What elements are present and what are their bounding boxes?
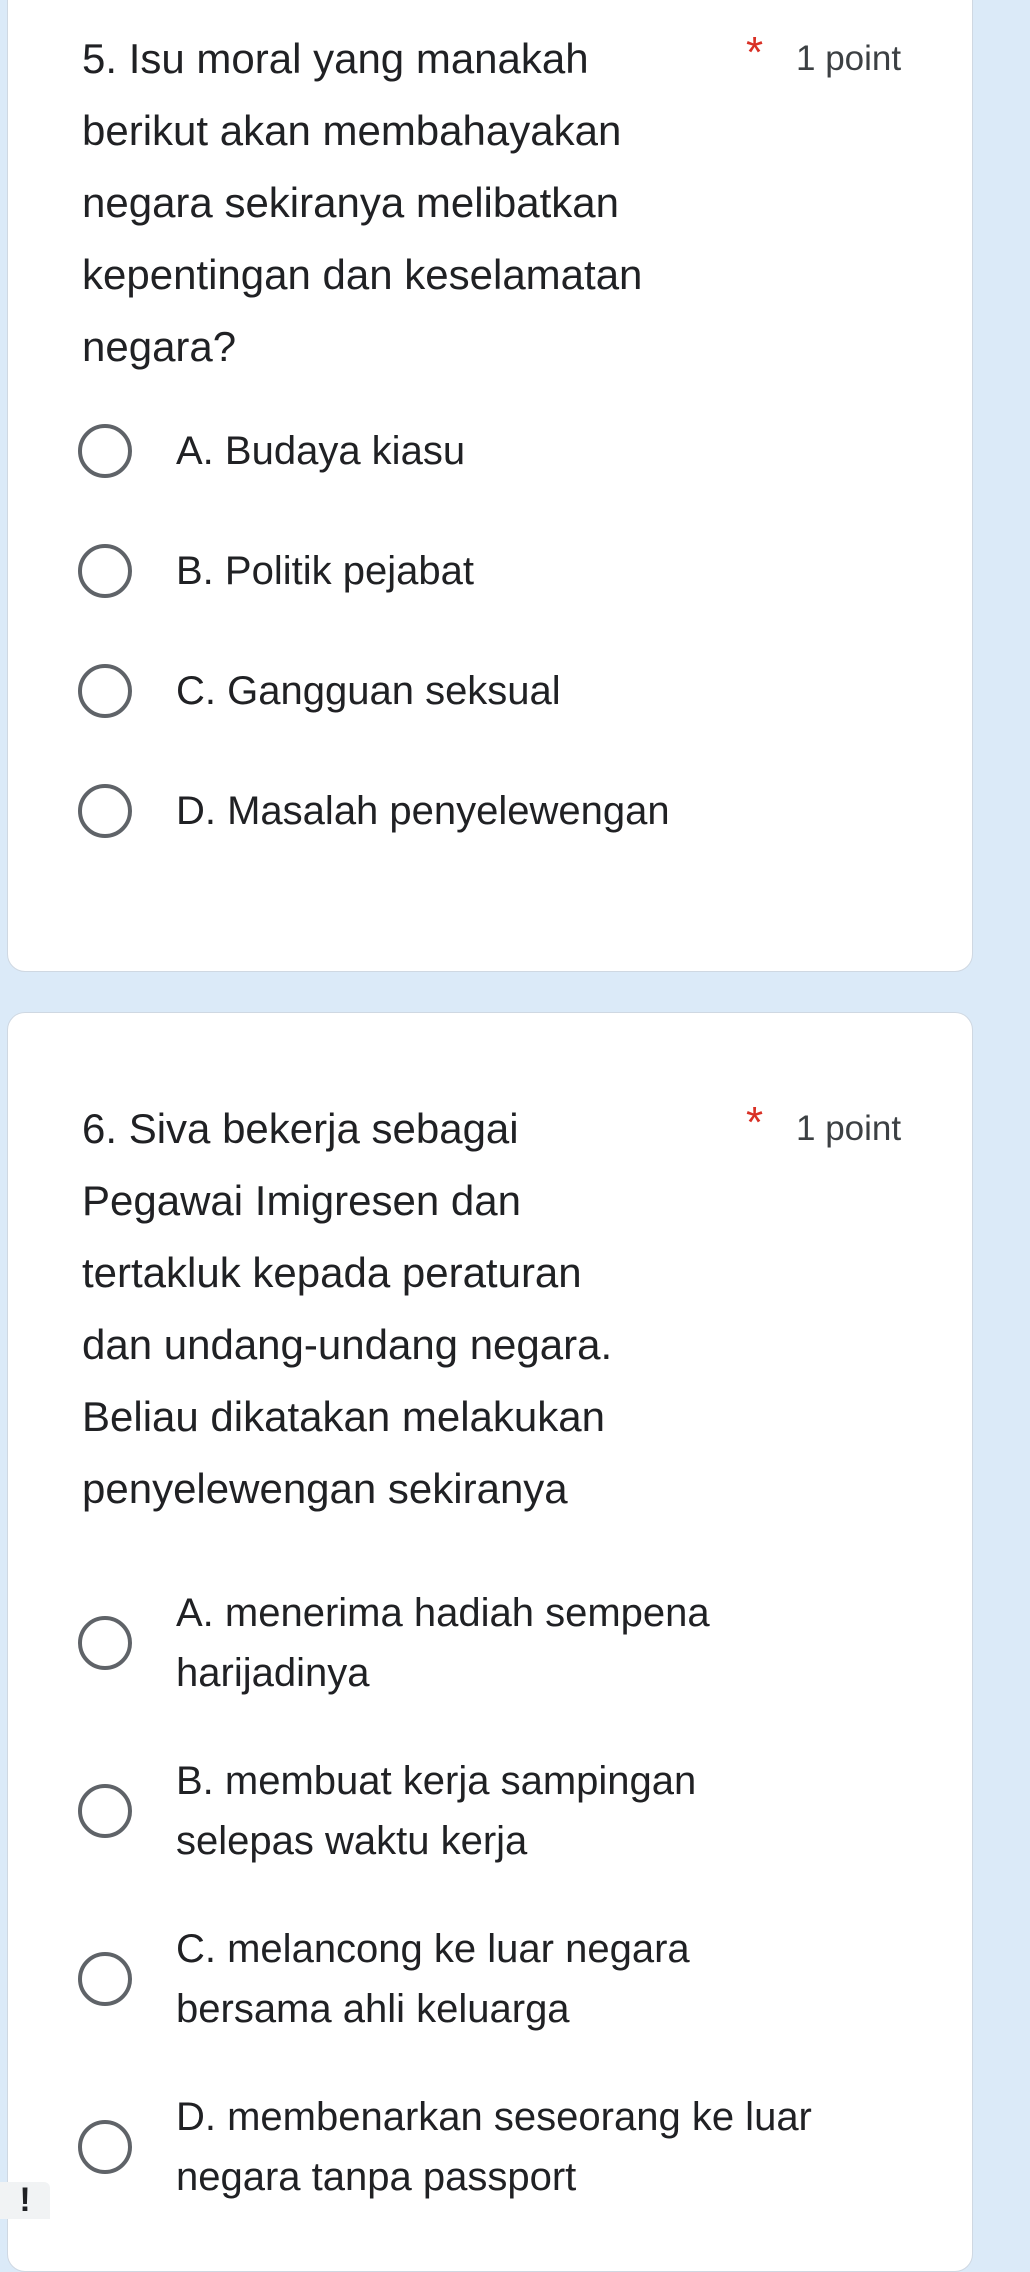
option-label: C. melancong ke luar negara bersama ahli keluarga (176, 1927, 690, 2031)
report-badge[interactable]: ! (0, 2182, 50, 2219)
option-label: B. membuat kerja sampingan selepas waktu kerja (176, 1759, 697, 1863)
radio-button[interactable] (78, 1952, 132, 2006)
option-label: A. menerima hadiah sempena harijadinya (176, 1591, 710, 1695)
points-label: 1 point (796, 1109, 902, 1148)
option-a[interactable] (78, 421, 465, 481)
option-label: D. Masalah penyelewengan (176, 789, 670, 833)
required-asterisk: * (746, 1098, 764, 1147)
radio-button[interactable] (78, 544, 132, 598)
question-header (82, 23, 972, 383)
option-label: A. Budaya kiasu (176, 429, 466, 473)
option-d[interactable] (78, 2087, 812, 2207)
radio-button[interactable] (78, 2120, 132, 2174)
question-text: 5. Isu moral yang manakah berikut akan membahayakan negara sekiranya melibatkan kepentingan dan keselamatan negara? (82, 35, 643, 370)
question-card-6 (7, 1012, 973, 2272)
question-header (82, 1093, 972, 1525)
option-b[interactable] (78, 1751, 696, 1871)
option-b[interactable] (78, 541, 474, 601)
option-c[interactable] (78, 661, 561, 721)
radio-button[interactable] (78, 1784, 132, 1838)
option-d[interactable] (78, 781, 670, 841)
question-card-5 (7, 0, 973, 972)
radio-button[interactable] (78, 1616, 132, 1670)
option-a[interactable] (78, 1583, 710, 1703)
question-text: 6. Siva bekerja sebagai Pegawai Imigresen dan tertakluk kepada peraturan dan undang-undang negara. Beliau dikatakan melakukan penyelewengan sekiranya (82, 1105, 613, 1512)
radio-button[interactable] (78, 664, 132, 718)
option-label: B. Politik pejabat (176, 549, 474, 593)
radio-button[interactable] (78, 424, 132, 478)
option-c[interactable] (78, 1919, 690, 2039)
option-label: D. membenarkan seseorang ke luar negara tanpa passport (176, 2095, 812, 2199)
radio-button[interactable] (78, 784, 132, 838)
option-label: C. Gangguan seksual (176, 669, 561, 713)
required-asterisk: * (746, 28, 764, 77)
points-label: 1 point (796, 39, 902, 78)
